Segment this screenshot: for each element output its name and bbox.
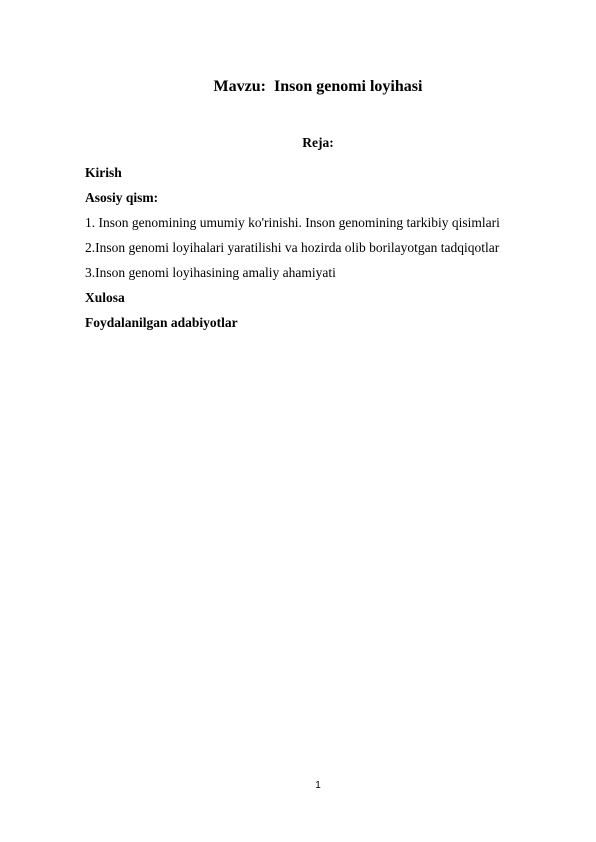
plan-item-3: 3.Inson genomi loyihasining amaliy ahamiyati: [85, 265, 336, 280]
plan-item-2: 2.Inson genomi loyihalari yaratilishi va hozirda olib borilayotgan tadqiqotlar: [85, 240, 500, 255]
document-title: Mavzu: Inson genomi loyihasi: [213, 78, 423, 95]
plan-list: [85, 160, 585, 335]
plan-item-introduction: Kirish: [85, 165, 122, 180]
plan-item-main-part: Asosiy qism:: [85, 190, 159, 205]
page-number: 1: [315, 780, 321, 791]
plan-item-1: 1. Inson genomining umumiy ko'rinishi. Inson genomining tarkibiy qisimlari: [85, 215, 500, 230]
plan-heading: Reja:: [302, 135, 334, 150]
plan-item-conclusion: Xulosa: [85, 290, 125, 305]
plan-item-references: Foydalanilgan adabiyotlar: [85, 315, 238, 330]
